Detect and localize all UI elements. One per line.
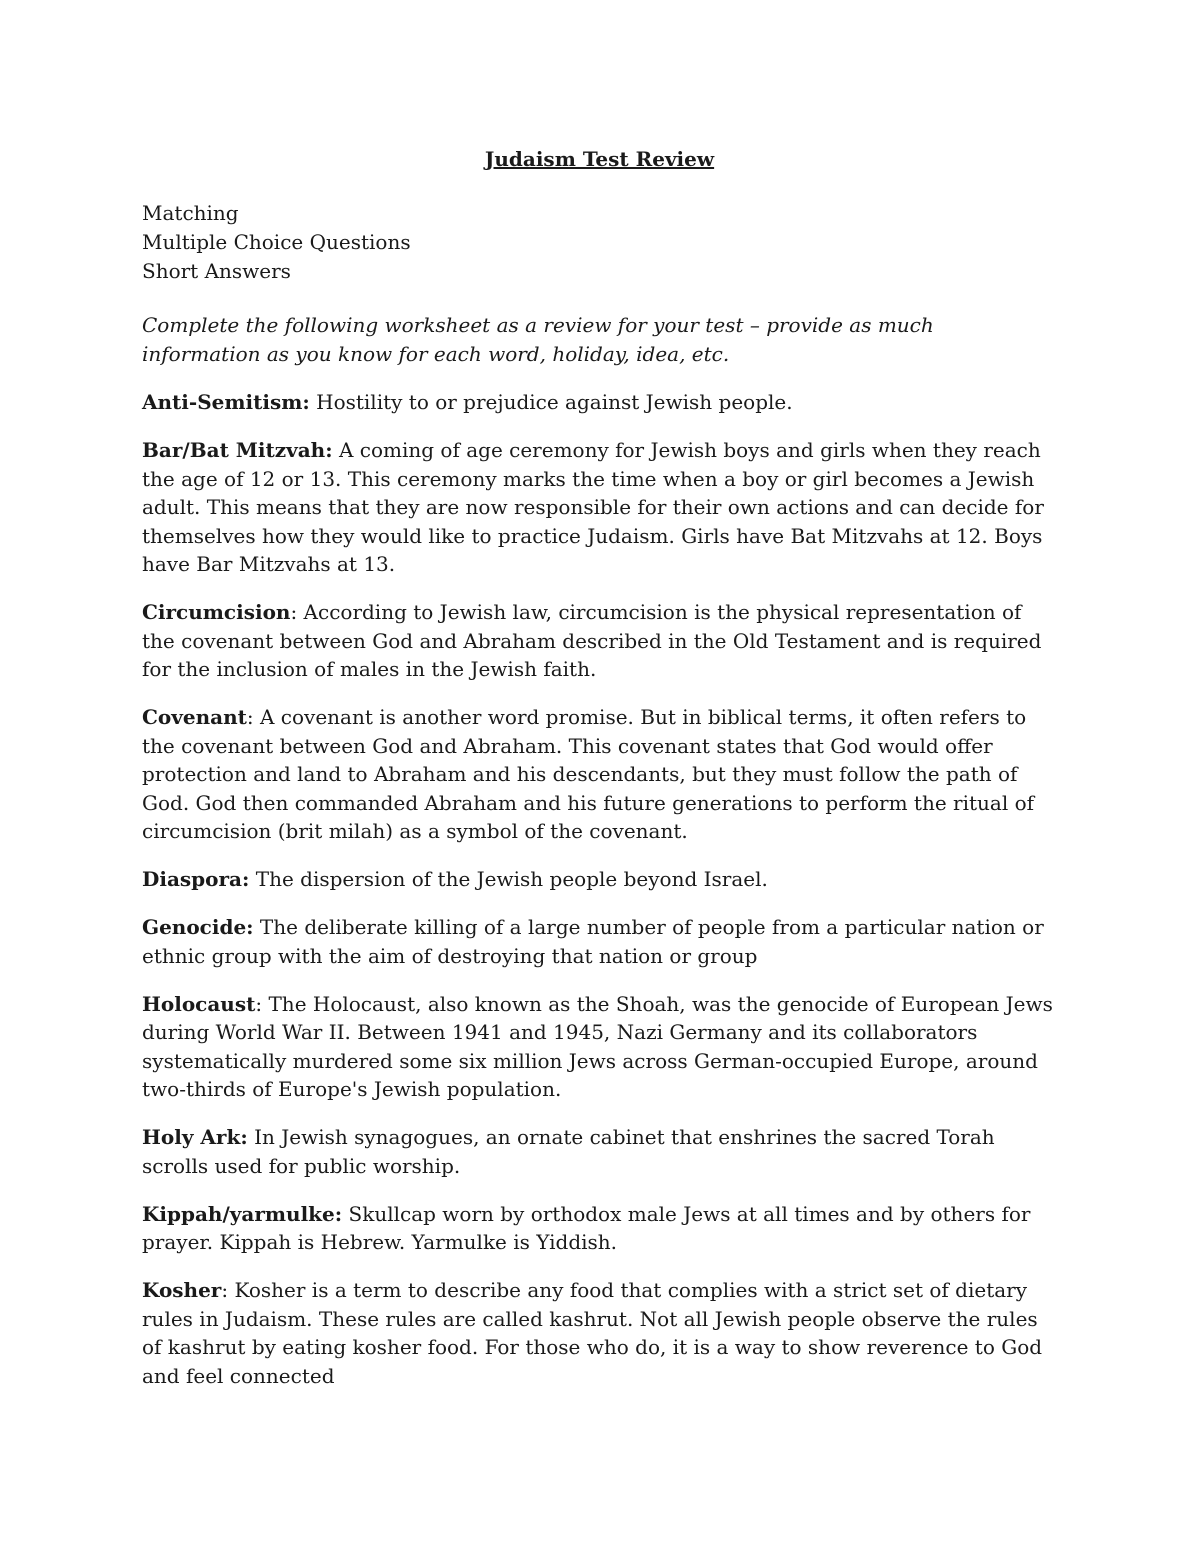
entry-kosher [142, 1276, 1057, 1390]
instructions-text: Complete the following worksheet as a review for your test – provide as much information as you know for each word, holiday, idea, etc. [142, 313, 934, 366]
entry-kippah-yarmulke [142, 1200, 1057, 1257]
entry-term: Diaspora: [142, 867, 250, 891]
entry-definition: Kosher is a term to describe any food that complies with a strict set of dietary rules in Judaism. These rules are called kashrut. Not all Jewish people observe the rules of kashrut by eating kosher food. For those who do, it is a way to show reverence to God and feel connected [142, 1278, 1043, 1388]
entry-term: Genocide: [142, 915, 254, 939]
entry-definition: The Holocaust, also known as the Shoah, was the genocide of European Jews during World War II. Between 1941 and 1945, Nazi Germany and its collaborators systematically murdered some six million Jews across German-occupied Europe, around two-thirds of Europe's Jewish population. [142, 991, 1053, 1101]
entry-holy-ark [142, 1123, 1057, 1180]
entry-definition: The dispersion of the Jewish people beyond Israel. [249, 867, 768, 891]
document-body [142, 144, 1057, 1410]
page-title: Judaism Test Review [484, 147, 715, 171]
entry-definition: A coming of age ceremony for Jewish boys and girls when they reach the age of 12 or 13. This ceremony marks the time when a boy or girl becomes a Jewish adult. This means that they are now responsible for their own actions and can decide for themselves how they would like to practice Judaism. Girls have Bat Mitzvahs at 12. Boys have Bar Mitzvahs at 13. [142, 438, 1044, 576]
entry-term: Kosher [142, 1278, 222, 1302]
entry-definition: Hostility to or prejudice against Jewish people. [309, 390, 793, 414]
entry-separator: : [221, 1278, 229, 1302]
entry-definition: In Jewish synagogues, an ornate cabinet that enshrines the sacred Torah scrolls used for public worship. [142, 1125, 995, 1178]
entry-term: Kippah/yarmulke: [142, 1201, 343, 1226]
entry-term: Holocaust [142, 991, 256, 1016]
entry-bar-bat-mitzvah [142, 436, 1057, 579]
entry-anti-semitism [142, 388, 1057, 417]
entry-term: Circumcision [142, 600, 291, 624]
entry-definition: According to Jewish law, circumcision is the physical representation of the covenant between God and Abraham described in the Old Testament and is required for the inclusion of males in the Jewish faith. [142, 600, 1042, 681]
entry-separator: : [290, 600, 298, 624]
entry-term: Covenant [142, 705, 247, 729]
entry-term: Anti-Semitism: [142, 390, 310, 414]
entry-definition: A covenant is another word promise. But in biblical terms, it often refers to the covenant between God and Abraham. This covenant states that God would offer protection and land to Abraham and his descendants, but they must follow the path of God. God then commanded Abraham and his future generations to perform the ritual of circumcision (brit milah) as a symbol of the covenant. [142, 705, 1035, 843]
entry-term: Bar/Bat Mitzvah: [142, 438, 333, 462]
test-format-list [142, 199, 1057, 286]
entry-term: Holy Ark: [142, 1125, 248, 1149]
format-item-multiple-choice: Multiple Choice Questions [142, 230, 411, 254]
format-item-matching: Matching [142, 201, 239, 225]
format-item-short-answers: Short Answers [142, 259, 291, 283]
entry-separator: : [255, 991, 263, 1016]
entry-holocaust [142, 990, 1057, 1104]
entry-diaspora [142, 865, 1057, 894]
entry-covenant [142, 703, 1057, 846]
entry-genocide [142, 913, 1057, 970]
entry-separator: : [246, 705, 254, 729]
entry-definition: Skullcap worn by orthodox male Jews at all times and by others for prayer. Kippah is Hebrew. Yarmulke is Yiddish. [142, 1201, 1031, 1254]
entry-circumcision [142, 598, 1057, 684]
entry-definition: The deliberate killing of a large number of people from a particular nation or ethnic group with the aim of destroying that nation or group [142, 915, 1044, 968]
